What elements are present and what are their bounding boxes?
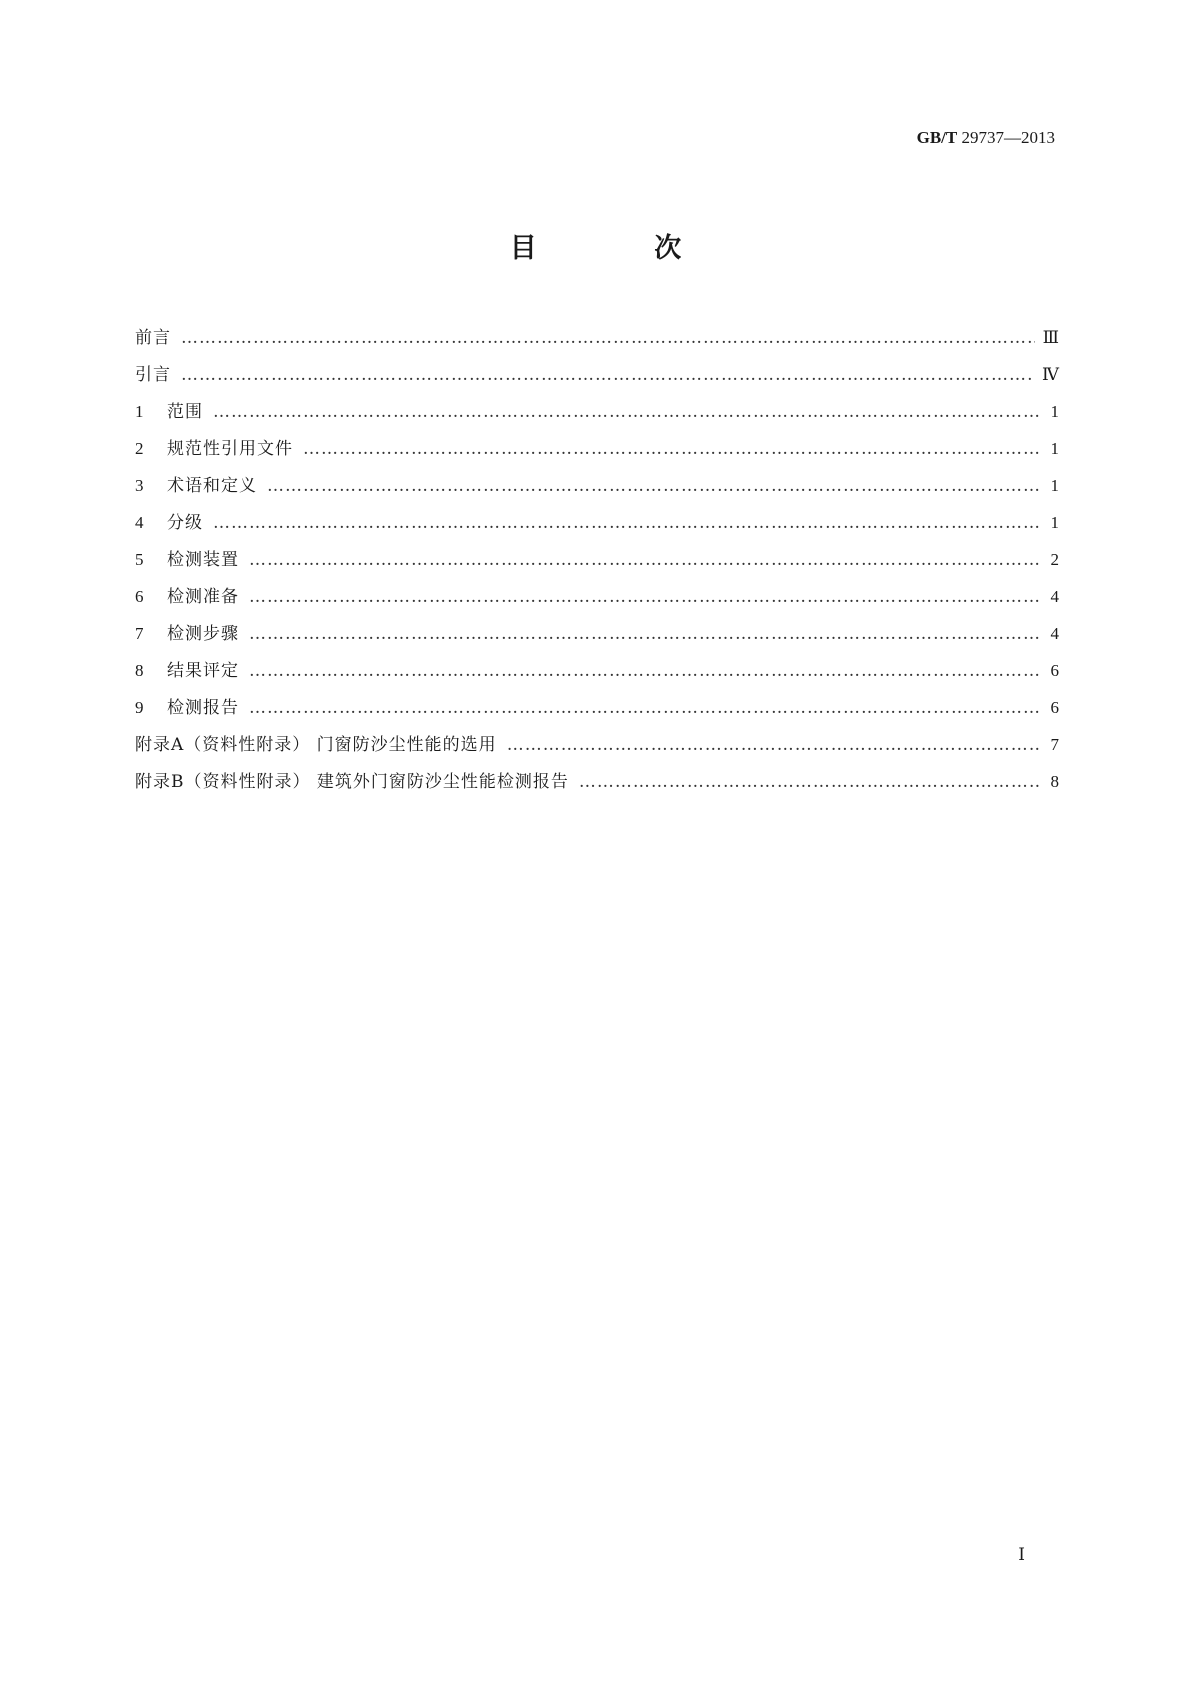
toc-entry-number: 2 <box>135 439 144 458</box>
toc-entry-page: 1 <box>1050 513 1059 532</box>
toc-entry-label: 附录A（资料性附录） 门窗防沙尘性能的选用 <box>135 735 497 755</box>
toc-entry-page: 1 <box>1050 402 1059 421</box>
toc-entry-label: 结果评定 <box>167 661 239 681</box>
toc-entry-label: 检测装置 <box>167 550 239 570</box>
toc-entry-foreword[interactable] <box>135 326 1059 363</box>
toc-entry-3[interactable] <box>135 474 1059 511</box>
toc-entry-label: 前言 <box>135 328 171 348</box>
toc-entry-label: 术语和定义 <box>167 476 257 496</box>
toc-entry-page: 6 <box>1050 661 1059 680</box>
dot-leader <box>213 511 1041 535</box>
toc-entry-8[interactable] <box>135 659 1059 696</box>
toc-entry-introduction[interactable] <box>135 363 1059 400</box>
toc-entry-number: 4 <box>135 513 144 532</box>
toc-entry-1[interactable] <box>135 400 1059 437</box>
dot-leader <box>507 733 1041 757</box>
toc-entry-number: 5 <box>135 550 144 569</box>
toc-entry-label: 引言 <box>135 365 171 385</box>
toc-entry-label: 检测报告 <box>167 698 239 718</box>
page-title: 目 次 <box>509 233 736 264</box>
toc-entry-2[interactable] <box>135 437 1059 474</box>
dot-leader <box>249 622 1041 646</box>
toc-entry-appendix-a[interactable] <box>135 733 1059 770</box>
toc-entry-number: 8 <box>135 661 144 680</box>
toc-entry-page: 4 <box>1050 587 1059 606</box>
toc-entry-label: 检测准备 <box>167 587 239 607</box>
dot-leader <box>249 659 1041 683</box>
dot-leader <box>181 326 1035 350</box>
toc-entry-label: 附录B（资料性附录） 建筑外门窗防沙尘性能检测报告 <box>135 772 569 792</box>
toc-entry-5[interactable] <box>135 548 1059 585</box>
toc-entry-page: Ⅲ <box>1042 328 1059 347</box>
dot-leader <box>267 474 1041 498</box>
toc-entry-number: 1 <box>135 402 144 421</box>
toc-entry-label: 检测步骤 <box>167 624 239 644</box>
toc-entry-page: 1 <box>1050 439 1059 458</box>
toc-entry-4[interactable] <box>135 511 1059 548</box>
toc-entry-page: 1 <box>1050 476 1059 495</box>
dot-leader <box>249 548 1041 572</box>
toc-entry-label: 规范性引用文件 <box>167 439 293 459</box>
standard-number: 29737—2013 <box>961 128 1055 147</box>
toc-entry-number: 9 <box>135 698 144 717</box>
page-number: Ⅰ <box>1018 1545 1025 1564</box>
dot-leader <box>181 363 1034 387</box>
toc-entry-9[interactable] <box>135 696 1059 733</box>
toc-entry-number: 7 <box>135 624 144 643</box>
standard-prefix: GB/T <box>916 128 958 147</box>
toc-entry-page: 6 <box>1050 698 1059 717</box>
dot-leader <box>303 437 1041 461</box>
toc-entry-page: 7 <box>1050 735 1059 754</box>
toc-entry-page: Ⅳ <box>1042 365 1059 384</box>
toc-entry-page: 8 <box>1050 772 1059 791</box>
toc-entry-number: 3 <box>135 476 144 495</box>
dot-leader <box>249 696 1041 720</box>
dot-leader <box>213 400 1041 424</box>
toc-entry-page: 2 <box>1050 550 1059 569</box>
toc-entry-label: 范围 <box>167 402 203 422</box>
toc-entry-7[interactable] <box>135 622 1059 659</box>
toc-entry-number: 6 <box>135 587 144 606</box>
toc-entry-appendix-b[interactable] <box>135 770 1059 807</box>
toc-entry-label: 分级 <box>167 513 203 533</box>
dot-leader <box>579 770 1041 794</box>
toc-entry-page: 4 <box>1050 624 1059 643</box>
dot-leader <box>249 585 1041 609</box>
table-of-contents <box>135 326 1059 807</box>
standard-code <box>917 128 1055 148</box>
toc-entry-6[interactable] <box>135 585 1059 622</box>
